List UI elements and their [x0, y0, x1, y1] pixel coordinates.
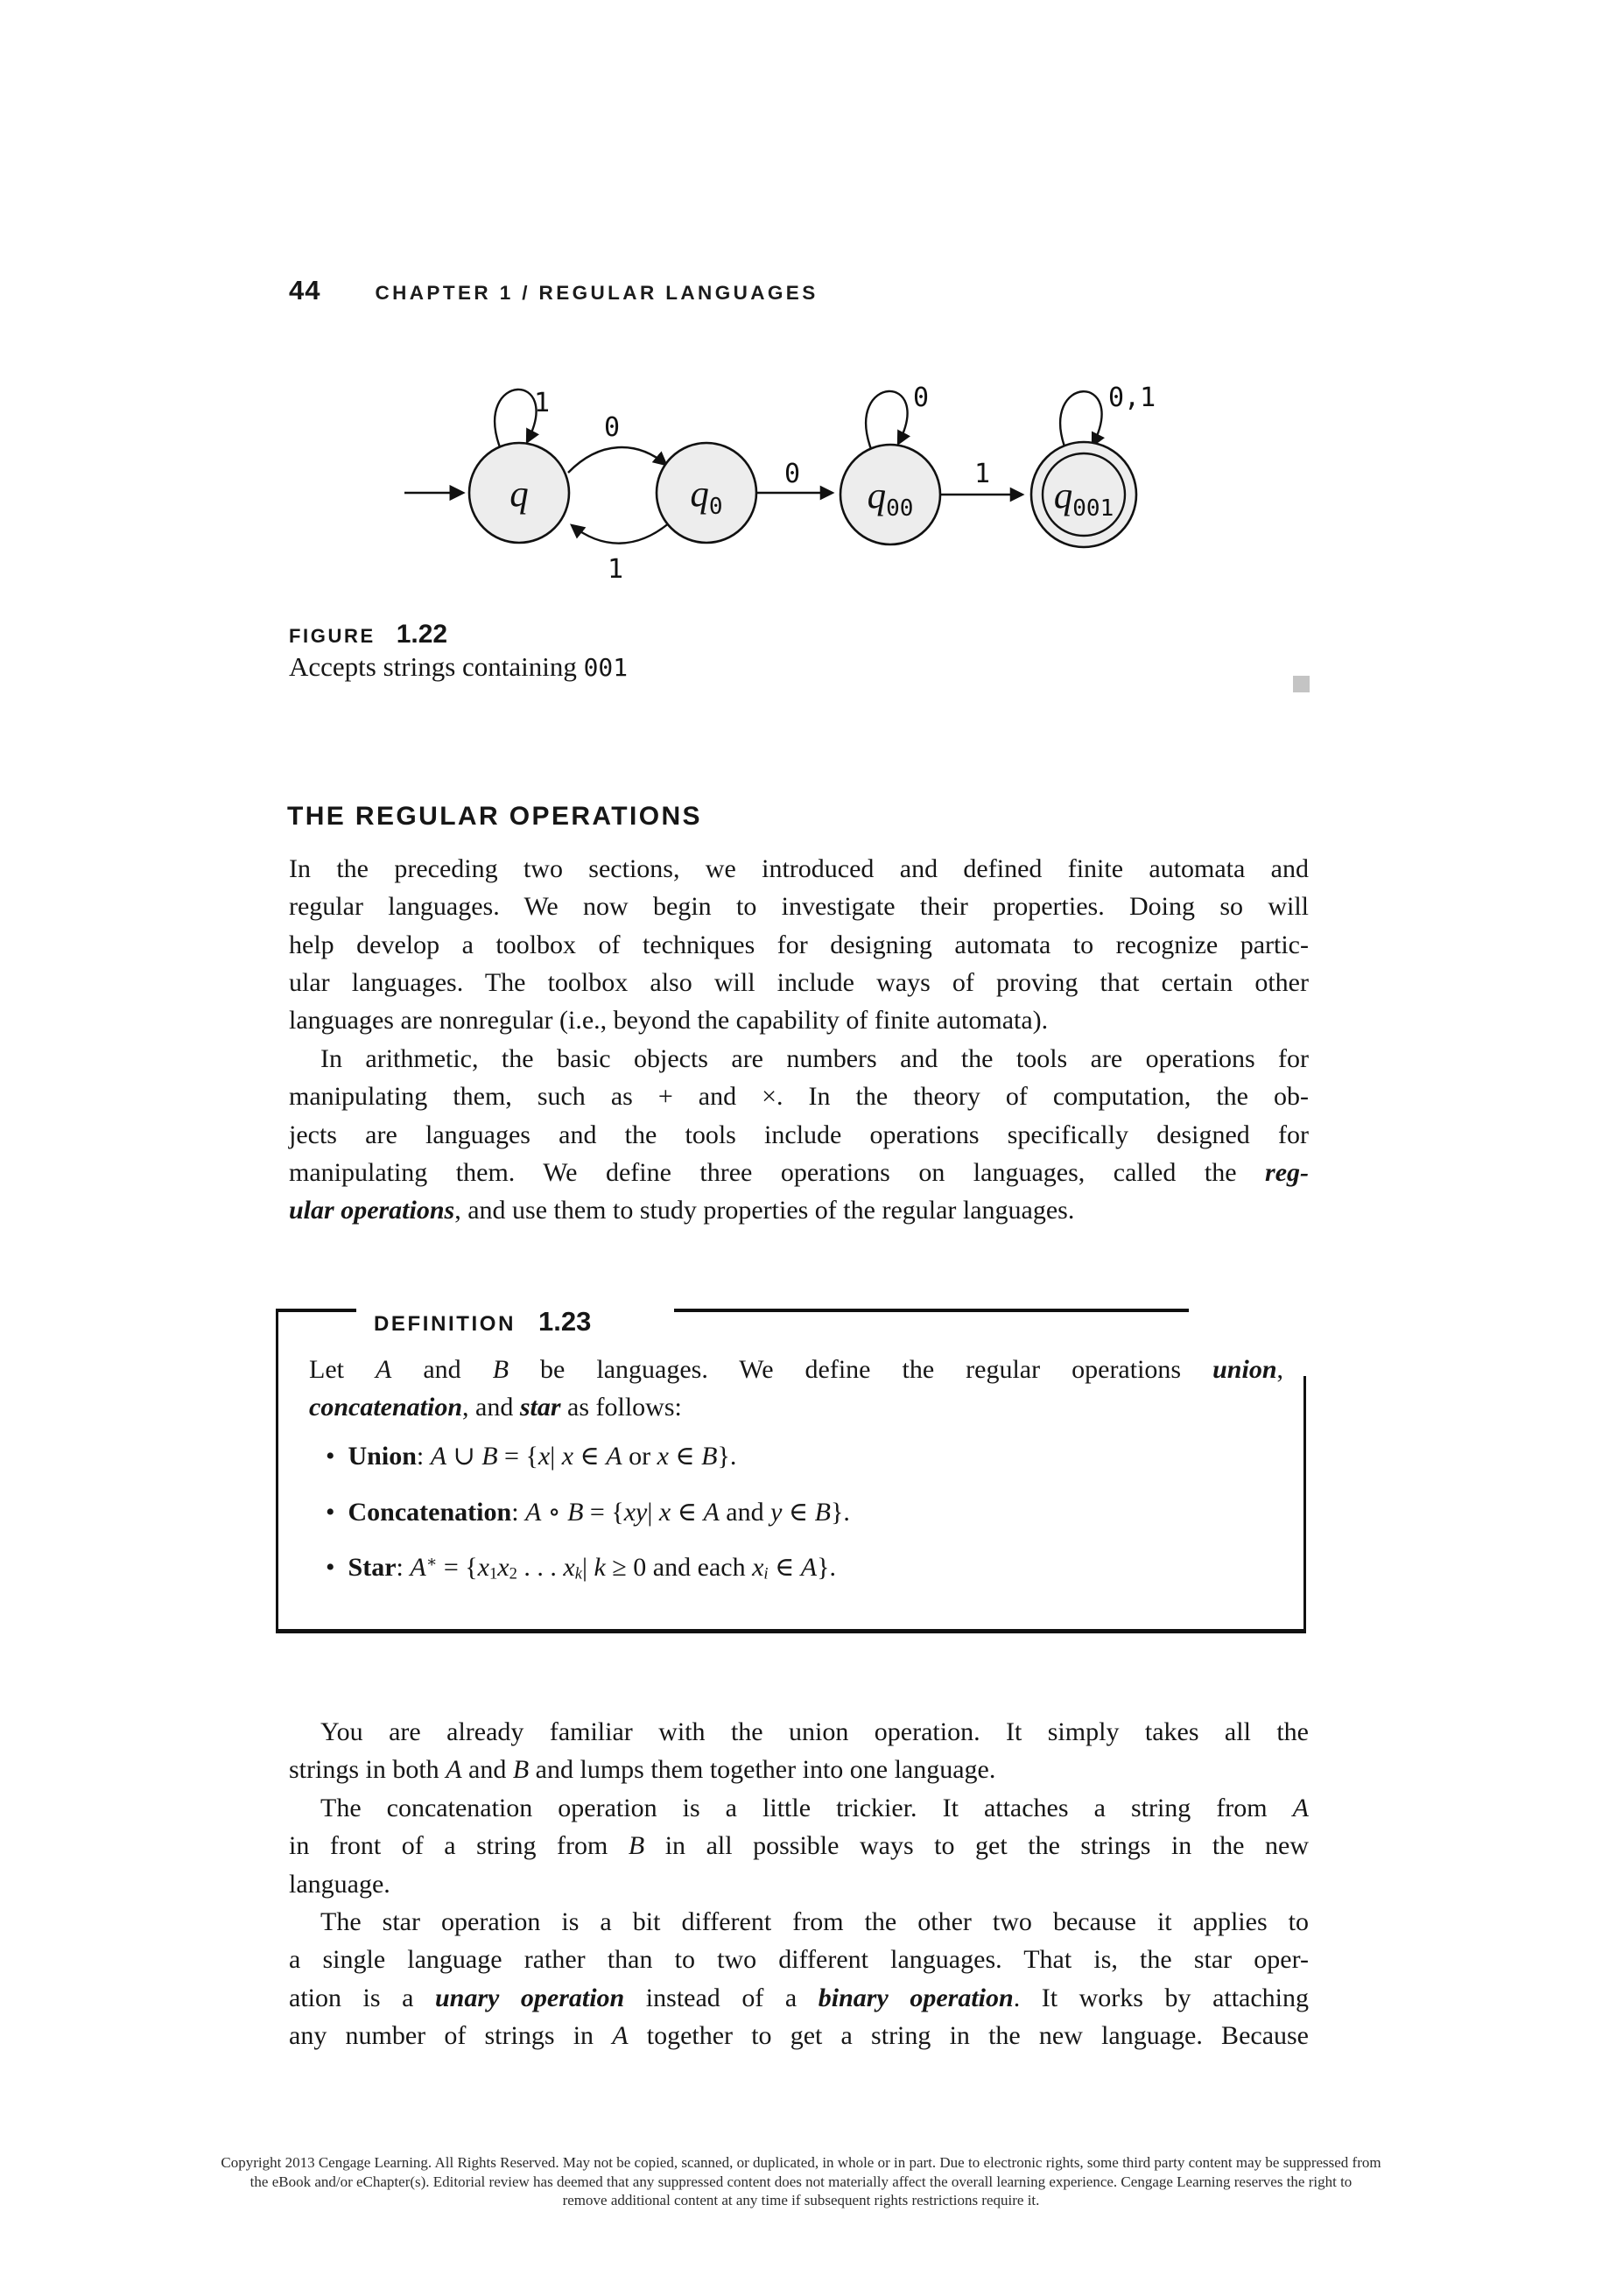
text-line: a single language rather than to two different languages. That is, the star oper-: [289, 1945, 1309, 1975]
defbox-top-left-segment: [276, 1309, 356, 1312]
bullet-marker: •: [326, 1442, 335, 1471]
copyright-footer: [123, 2153, 1479, 2210]
copyright-line: Copyright 2013 Cengage Learning. All Rights Reserved. May not be copied, scanned, or duplicated, in whole or in part. Due to electronic rights, some third party content may be suppressed from: [221, 2154, 1381, 2171]
edge-q0-to-q: [572, 523, 670, 544]
figure-caption: Accepts strings containing 001: [289, 651, 629, 682]
star-formula: Star: A∗ = {x1x2 . . . xk| k ≥ 0 and each xi ∈ A}.: [348, 1552, 837, 1583]
state-q0: [657, 443, 756, 543]
svg-text:q001: $q_{001}$: [1053, 475, 1114, 522]
defbox-right-border: [1303, 1376, 1306, 1633]
text-line: The star operation is a bit different from the other two because it applies to: [320, 1907, 1309, 1936]
bullet-union: [326, 1441, 736, 1471]
state-q001-accepting: [1031, 442, 1136, 547]
paragraph-1: [289, 850, 1309, 1039]
definition-number: 1.23: [538, 1306, 592, 1337]
transition-label-q0-q: 1: [608, 554, 624, 585]
copyright-line: remove additional content at any time if subsequent rights restrictions require it.: [562, 2192, 1040, 2208]
chapter-header: CHAPTER 1 / REGULAR LANGUAGES: [375, 282, 819, 304]
self-loop-q: [495, 390, 536, 447]
bullet-marker: •: [326, 1553, 335, 1582]
text-line: languages are nonregular (i.e., beyond the capability of finite automata).: [289, 1006, 1049, 1036]
defbox-bottom-border: [276, 1629, 1306, 1633]
text-line: ular operations, and use them to study properties of the regular languages.: [289, 1196, 1075, 1225]
text-line: help develop a toolbox of techniques for designing automata to recognize partic-: [289, 930, 1309, 959]
paragraph-5: [289, 1903, 1309, 2054]
running-header: [289, 275, 819, 306]
text-line: manipulating them. We define three operations on languages, called the reg-: [289, 1157, 1309, 1187]
text-line: You are already familiar with the union operation. It simply takes all the: [320, 1717, 1309, 1746]
text-line: ation is a unary operation instead of a binary operation. It works by attaching: [289, 1983, 1310, 2012]
definition-label: DEFINITION: [374, 1312, 516, 1336]
text-line: ular languages. The toolbox also will include ways of proving that certain other: [289, 967, 1309, 997]
svg-text:q: q: [509, 474, 529, 515]
self-loop-q00: [866, 391, 907, 449]
figure-label-row: [289, 620, 447, 649]
figure-label: FIGURE: [289, 625, 376, 647]
text-line: concatenation, and star as follows:: [309, 1393, 682, 1422]
concatenation-formula: Concatenation: A ∘ B = {xy| x ∈ A and y ∈ B}.: [348, 1498, 850, 1527]
svg-text:q0: $q_0$: [690, 474, 723, 520]
transition-label-q001-self: 0,1: [1108, 383, 1156, 413]
transition-label-q0-q00: 0: [784, 459, 801, 489]
copyright-line: the eBook and/or eChapter(s). Editorial review has deemed that any suppressed content does not materially affect the overall learning experience. Cengage Learning reserves the right to: [249, 2173, 1353, 2190]
edge-q-to-q0: [568, 447, 666, 473]
transition-label-q-self: 1: [534, 388, 551, 418]
state-q: [469, 443, 569, 543]
text-line: In the preceding two sections, we introduced and defined finite automata and: [289, 854, 1309, 883]
text-line: any number of strings in A together to get a string in the new language. Because: [289, 2020, 1310, 2050]
state-q00: [840, 445, 940, 544]
text-line: language.: [289, 1869, 390, 1899]
paragraph-2: [289, 1040, 1309, 1229]
transition-label-q00-self: 0: [913, 383, 930, 413]
bullet-star: [326, 1552, 836, 1583]
page-number: 44: [289, 275, 321, 305]
text-line: In arithmetic, the basic objects are numbers and the tools are operations for: [320, 1044, 1309, 1073]
transition-label-q-q0: 0: [604, 412, 621, 443]
section-heading: THE REGULAR OPERATIONS: [287, 802, 702, 831]
defbox-top-rule: [674, 1309, 1189, 1312]
text-line: Let A and B be languages. We define the regular operations union,: [309, 1355, 1283, 1384]
figure-number: 1.22: [396, 620, 448, 649]
text-line: jects are languages and the tools include operations specifically designed for: [289, 1120, 1309, 1149]
bullet-marker: •: [326, 1498, 335, 1527]
text-line: strings in both A and B and lumps them together into one language.: [289, 1755, 996, 1785]
definition-intro: [309, 1351, 1283, 1427]
paragraph-4: [289, 1789, 1309, 1903]
text-line: in front of a string from B in all possible ways to get the strings in the new: [289, 1831, 1310, 1861]
union-formula: Union: A ∪ B = {x| x ∈ A or x ∈ B}.: [348, 1442, 737, 1471]
figure-end-marker: [1293, 676, 1310, 692]
svg-text:q00: $q_{00}$: [867, 475, 914, 522]
automaton-diagram: [376, 346, 1234, 626]
paragraph-3: [289, 1713, 1309, 1789]
transition-label-q00-q001: 1: [974, 459, 991, 489]
bullet-concatenation: [326, 1497, 850, 1527]
self-loop-q001: [1060, 391, 1101, 449]
text-line: regular languages. We now begin to investigate their properties. Doing so will: [289, 892, 1309, 922]
text-line: manipulating them, such as + and ×. In the theory of computation, the ob-: [289, 1082, 1309, 1112]
definition-title: [374, 1306, 591, 1338]
defbox-left-border: [276, 1309, 278, 1633]
text-line: The concatenation operation is a little trickier. It attaches a string from A: [320, 1794, 1309, 1822]
